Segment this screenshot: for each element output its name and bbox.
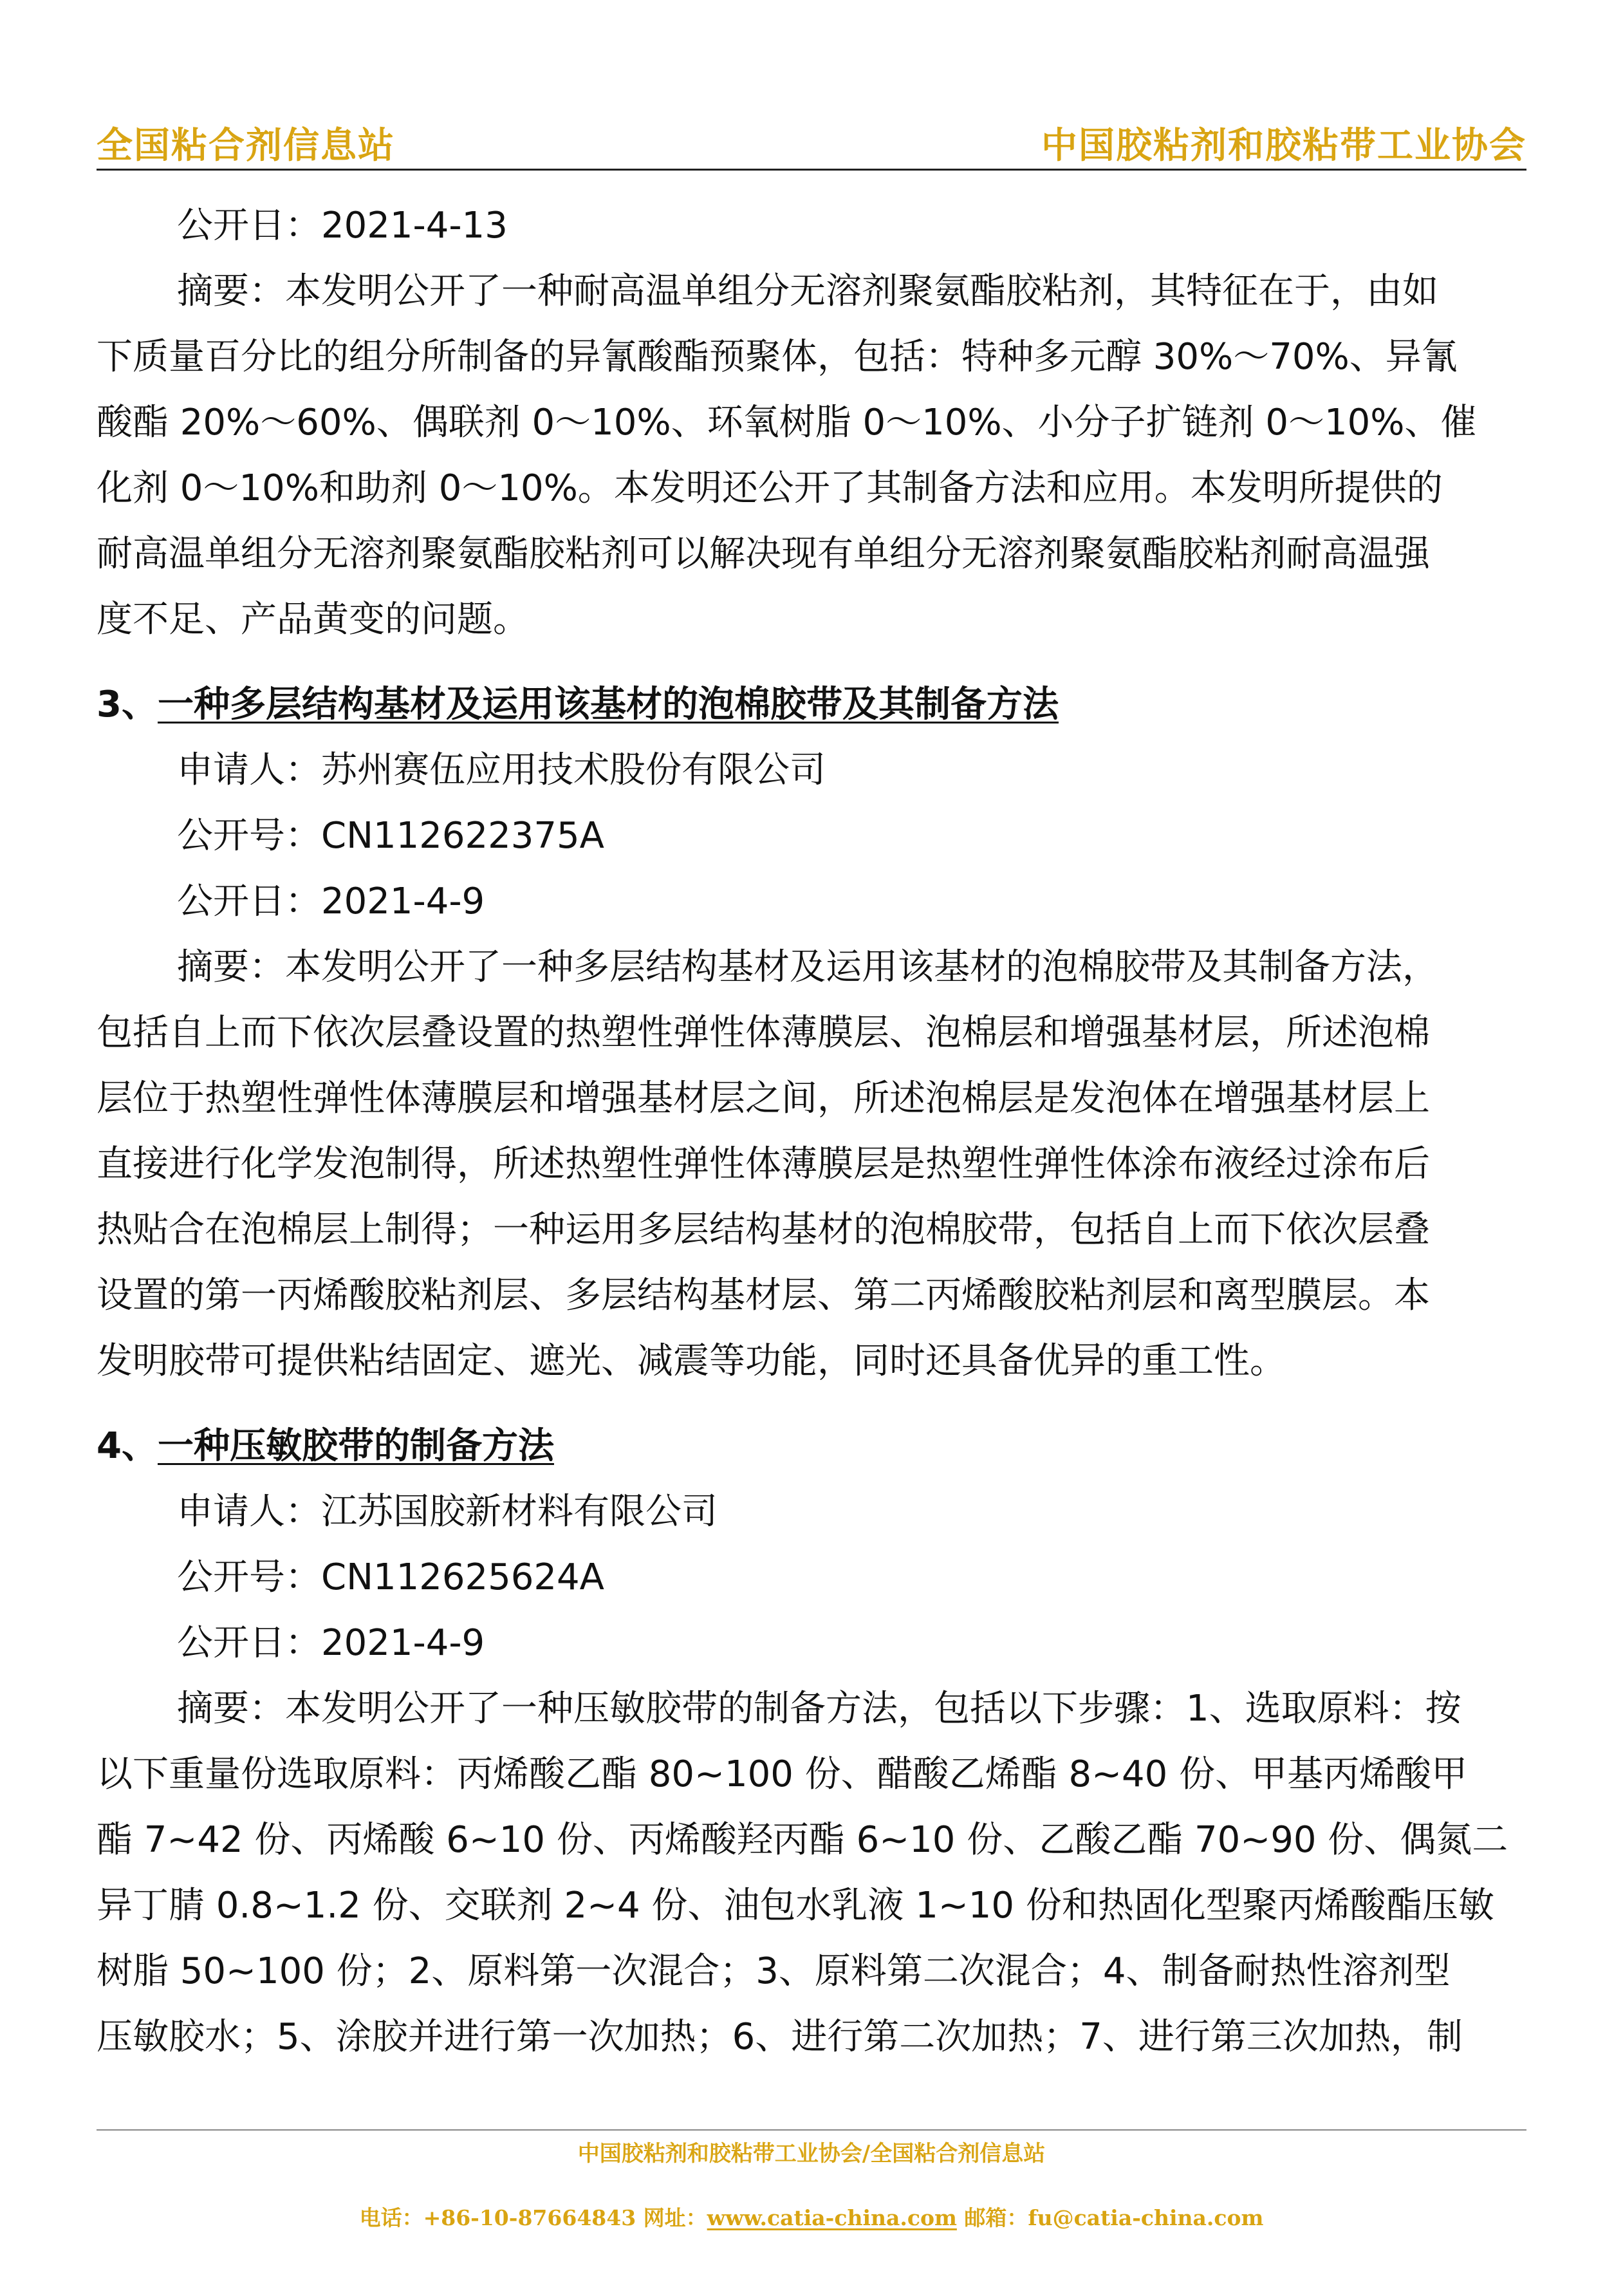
footer-contact-line: [0, 2201, 1623, 2232]
entry4-heading: [97, 1414, 1526, 1479]
footer-email: 邮箱：fu@catia-china.com: [956, 2205, 1264, 2230]
entry2-abstract-line: 化剂 0～10%和助剂 0～10%。本发明还公开了其制备方法和应用。本发明所提供的: [97, 467, 1443, 509]
footer-divider: [97, 2129, 1526, 2131]
entry3-abstract-line: 设置的第一丙烯酸胶粘剂层、多层结构基材层、第二丙烯酸胶粘剂层和离型膜层。本: [97, 1274, 1430, 1316]
entry2-abstract-line: 酸酯 20%～60%、偶联剂 0～10%、环氧树脂 0～10%、小分子扩链剂 0～10%、催: [97, 402, 1477, 443]
entry4-abstract-line: 异丁腈 0.8~1.2 份、交联剂 2~4 份、油包水乳液 1~10 份和热固化型聚丙烯酸酯压敏: [97, 1885, 1494, 1927]
entry4-abstract-line: 摘要：本发明公开了一种压敏胶带的制备方法，包括以下步骤：1、选取原料：按: [177, 1688, 1461, 1730]
entry3-abstract-line: 摘要：本发明公开了一种多层结构基材及运用该基材的泡棉胶带及其制备方法，: [177, 946, 1438, 988]
entry2-abstract-line: 下质量百分比的组分所制备的异氰酸酯预聚体，包括：特种多元醇 30%～70%、异氰: [97, 336, 1458, 378]
entry2-abstract-line: 摘要：本发明公开了一种耐高温单组分无溶剂聚氨酯胶粘剂，其特征在于，由如: [177, 270, 1438, 312]
entry3-applicant: 申请人：苏州赛伍应用技术股份有限公司: [177, 749, 826, 791]
entry3-number: 3、: [97, 684, 158, 725]
entry3-title: 一种多层结构基材及运用该基材的泡棉胶带及其制备方法: [157, 684, 1059, 725]
page-header: [97, 117, 1526, 169]
footer-website-link[interactable]: www.catia-china.com: [707, 2205, 957, 2230]
document-body: [97, 193, 1526, 2070]
entry4-abstract-line: 树脂 50~100 份；2、原料第一次混合；3、原料第二次混合；4、制备耐热性溶剂型: [97, 1950, 1451, 1992]
header-left-title: 全国粘合剂信息站: [97, 124, 395, 167]
footer-org-line: 中国胶粘剂和胶粘带工业协会/全国粘合剂信息站: [577, 2141, 1046, 2167]
header-right-title: 中国胶粘剂和胶粘带工业协会: [1041, 124, 1526, 167]
entry4-abstract-line: 酯 7~42 份、丙烯酸 6~10 份、丙烯酸羟丙酯 6~10 份、乙酸乙酯 70~90 份、偶氮二: [97, 1819, 1508, 1861]
entry2-pub-date: 公开日：2021-4-13: [177, 205, 508, 247]
entry3-pub-date: 公开日：2021-4-9: [177, 881, 485, 922]
entry2-abstract-line: 度不足、产品黄变的问题。: [97, 599, 529, 640]
entry4-number: 4、: [97, 1425, 158, 1467]
entry4-title: 一种压敏胶带的制备方法: [157, 1425, 554, 1467]
entry4-pub-no: 公开号：CN112625624A: [177, 1556, 604, 1598]
entry3-abstract-line: 包括自上而下依次层叠设置的热塑性弹性体薄膜层、泡棉层和增强基材层，所述泡棉: [97, 1012, 1430, 1054]
entry4-pub-date: 公开日：2021-4-9: [177, 1622, 485, 1664]
entry3-pub-no: 公开号：CN112622375A: [177, 815, 604, 857]
footer-phone: 电话：+86-10-87664843 网址：: [359, 2205, 707, 2230]
entry3-abstract-line: 直接进行化学发泡制得，所述热塑性弹性体薄膜层是热塑性弹性体涂布液经过涂布后: [97, 1143, 1430, 1185]
entry3-abstract-line: 层位于热塑性弹性体薄膜层和增强基材层之间，所述泡棉层是发泡体在增强基材层上: [97, 1078, 1430, 1119]
entry2-abstract-line: 耐高温单组分无溶剂聚氨酯胶粘剂可以解决现有单组分无溶剂聚氨酯胶粘剂耐高温强: [97, 533, 1430, 575]
header-divider: [97, 169, 1526, 171]
entry4-abstract-line: 以下重量份选取原料：丙烯酸乙酯 80~100 份、醋酸乙烯酯 8~40 份、甲基丙烯酸甲: [97, 1753, 1468, 1795]
entry4-abstract-line: 压敏胶水；5、涂胶并进行第一次加热；6、进行第二次加热；7、进行第三次加热，制: [97, 2016, 1463, 2058]
entry3-abstract-line: 热贴合在泡棉层上制得；一种运用多层结构基材的泡棉胶带，包括自上而下依次层叠: [97, 1209, 1430, 1251]
entry3-heading: [97, 672, 1526, 738]
entry4-applicant: 申请人：江苏国胶新材料有限公司: [177, 1491, 718, 1533]
entry3-abstract-line: 发明胶带可提供粘结固定、遮光、减震等功能，同时还具备优异的重工性。: [97, 1340, 1286, 1382]
